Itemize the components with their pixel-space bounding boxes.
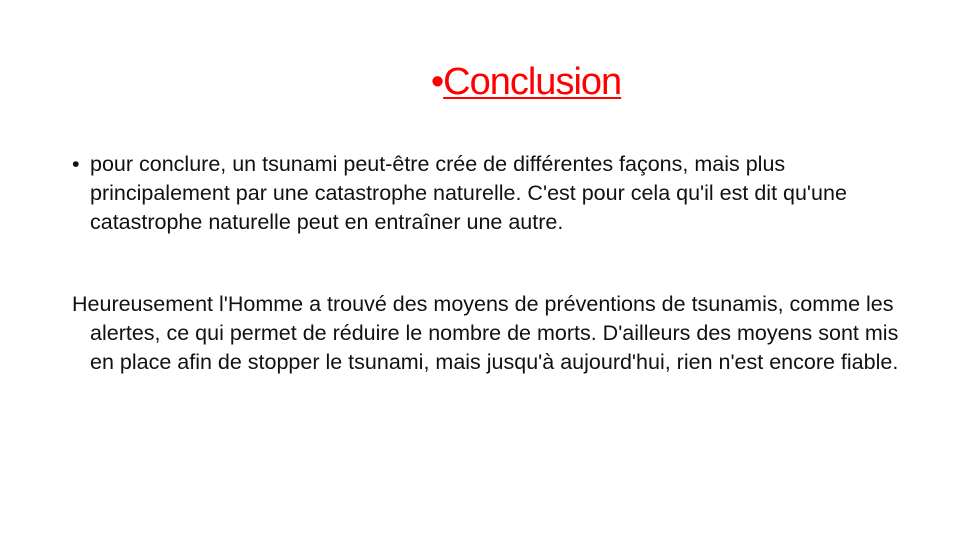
title-text: Conclusion xyxy=(443,61,622,103)
plain-paragraph xyxy=(72,290,902,377)
paragraph-conclusion xyxy=(72,150,902,237)
paragraph-text: Heureusement l'Homme a trouvé des moyens de préventions de tsunamis, comme les alertes, ce qui permet de réduire le nombre de morts. D'ailleurs des moyens sont mis en place afin de stopper le tsunami, mais jusqu'à aujourd'hui, rien n'est encore fiable. xyxy=(72,292,899,374)
bullet-paragraph xyxy=(72,150,902,237)
paragraph-text: pour conclure, un tsunami peut-être crée de différentes façons, mais plus principalement par une catastrophe naturelle. C'est pour cela qu'il est dit qu'une catastrophe naturelle peut en entraîner une autre. xyxy=(90,152,847,234)
title-underlined xyxy=(431,58,621,106)
bullet-icon: • xyxy=(72,152,80,176)
paragraph-prevention xyxy=(72,290,902,377)
slide-title xyxy=(0,58,960,106)
title-bullet: • xyxy=(430,61,444,103)
